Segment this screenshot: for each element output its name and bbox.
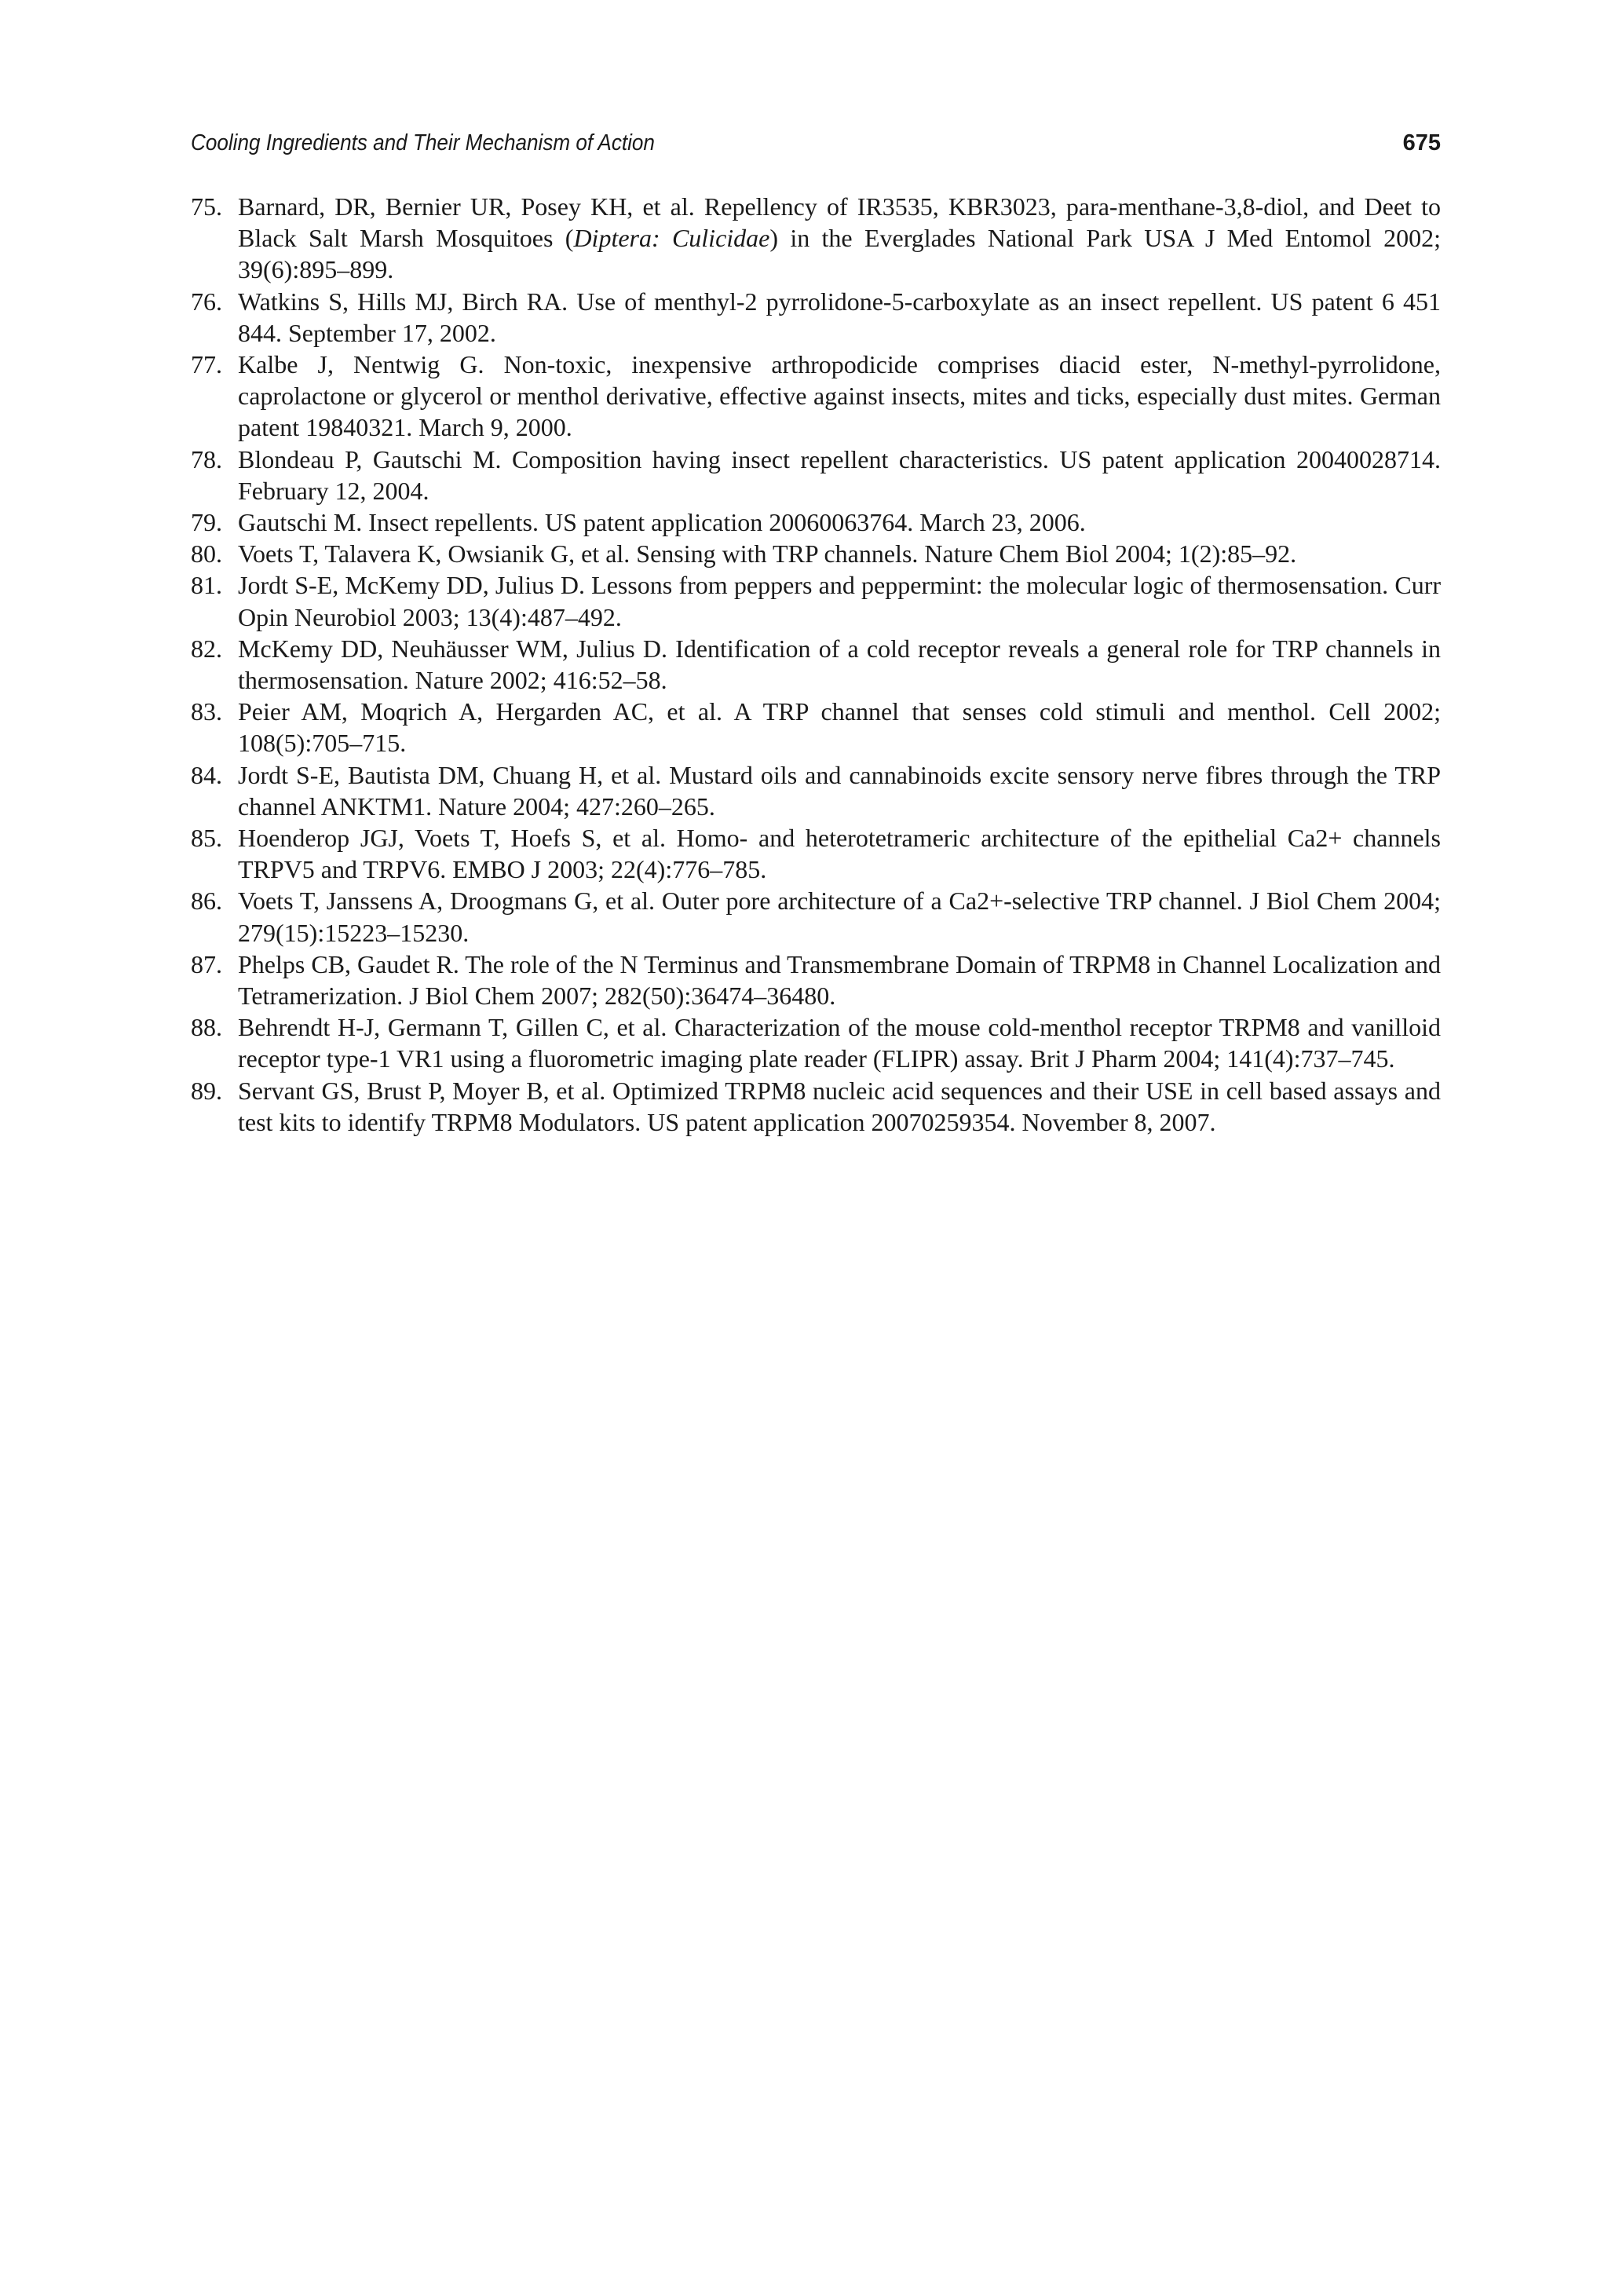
reference-text: Jordt S-E, McKemy DD, Julius D. Lessons from peppers and peppermint: the molecular logic of thermosensation. Curr Opin Neurobiol 2003; 13(4):487–492. (238, 571, 1441, 631)
reference-item (191, 286, 1441, 349)
reference-number: 75. (191, 192, 222, 221)
reference-number: 84. (191, 760, 222, 789)
reference-item (191, 1011, 1441, 1074)
reference-item (191, 822, 1441, 885)
reference-text: Behrendt H-J, Germann T, Gillen C, et al. Characterization of the mouse cold-menthol receptor TRPM8 and vanilloid receptor type-1 VR1 using a fluorometric imaging plate reader (FLIPR) assay. Brit J Pharm 2004; 141(4):737–745. (238, 1013, 1441, 1073)
reference-text: Hoenderop JGJ, Voets T, Hoefs S, et al. Homo- and heterotetrameric architecture of the epithelial Ca2+ channels TRPV5 and TRPV6. EMBO J 2003; 22(4):776–785. (238, 824, 1441, 884)
reference-text: Gautschi M. Insect repellents. US patent application 20060063764. March 23, 2006. (238, 508, 1086, 537)
reference-item (191, 885, 1441, 948)
reference-item (191, 759, 1441, 822)
reference-number: 80. (191, 539, 222, 569)
reference-number: 82. (191, 634, 222, 663)
reference-list (191, 191, 1441, 1138)
reference-item (191, 349, 1441, 444)
reference-text: Servant GS, Brust P, Moyer B, et al. Optimized TRPM8 nucleic acid sequences and their USE in cell based assays and test kits to identify TRPM8 Modulators. US patent application 20070259354. November 8, 2007. (238, 1076, 1441, 1136)
page-number: 675 (1402, 130, 1441, 155)
reference-text: Jordt S-E, Bautista DM, Chuang H, et al. Mustard oils and cannabinoids excite sensory nerve fibres through the TRP channel ANKTM1. Nature 2004; 427:260–265. (238, 760, 1441, 821)
reference-number: 77. (191, 350, 222, 379)
reference-text: Kalbe J, Nentwig G. Non-toxic, inexpensive arthropodicide comprises diacid ester, N-methyl-pyrrolidone, caprolactone or glycerol or menthol derivative, effective against insects, mites and ticks, especially dust mites. German patent 19840321. March 9, 2000. (238, 350, 1441, 442)
reference-number: 89. (191, 1076, 222, 1105)
reference-item (191, 949, 1441, 1011)
reference-text: Voets T, Talavera K, Owsianik G, et al. Sensing with TRP channels. Nature Chem Biol 2004; 1(2):85–92. (238, 539, 1297, 569)
running-title: Cooling Ingredients and Their Mechanism of Action (191, 130, 655, 155)
reference-item (191, 1075, 1441, 1138)
reference-number: 83. (191, 697, 222, 726)
reference-text: Blondeau P, Gautschi M. Composition having insect repellent characteristics. US patent application 20040028714. February 12, 2004. (238, 444, 1441, 505)
reference-number: 79. (191, 508, 222, 537)
page-header (191, 126, 1441, 162)
reference-number: 87. (191, 949, 222, 978)
reference-item (191, 538, 1441, 569)
reference-item (191, 696, 1441, 759)
reference-item (191, 569, 1441, 632)
reference-number: 76. (191, 287, 222, 316)
reference-text: Barnard, DR, Bernier UR, Posey KH, et al. Repellency of IR3535, KBR3023, para-menthane-3,8-diol, and Deet to Black Salt Marsh Mosquitoes ( (238, 192, 1441, 253)
reference-text: ) in the Everglades National Park USA J Med Entomol 2002; 39(6):895–899. (238, 224, 1442, 284)
reference-text: Peier AM, Moqrich A, Hergarden AC, et al. A TRP channel that senses cold stimuli and menthol. Cell 2002; 108(5):705–715. (238, 697, 1441, 758)
reference-text: McKemy DD, Neuhäusser WM, Julius D. Identification of a cold receptor reveals a general role for TRP channels in thermosensation. Nature 2002; 416:52–58. (238, 634, 1441, 695)
reference-item (191, 506, 1441, 538)
reference-text: Voets T, Janssens A, Droogmans G, et al. Outer pore architecture of a Ca2+-selective TRP channel. J Biol Chem 2004; 279(15):15223–15230. (238, 887, 1441, 947)
reference-number: 81. (191, 571, 222, 600)
reference-text: Phelps CB, Gaudet R. The role of the N Terminus and Transmembrane Domain of TRPM8 in Channel Localization and Tetramerization. J Biol Chem 2007; 282(50):36474–36480. (238, 949, 1441, 1011)
reference-item (191, 633, 1441, 696)
reference-number: 85. (191, 824, 222, 853)
reference-text: Watkins S, Hills MJ, Birch RA. Use of menthyl-2 pyrrolidone-5-carboxylate as an insect repellent. US patent 6 451 844. September 17, 2002. (238, 287, 1441, 347)
reference-number: 86. (191, 887, 222, 916)
reference-italic-text: Diptera: Culicidae (573, 224, 770, 253)
reference-item (191, 191, 1441, 286)
reference-number: 78. (191, 444, 222, 473)
reference-item (191, 444, 1441, 506)
reference-number: 88. (191, 1013, 222, 1042)
